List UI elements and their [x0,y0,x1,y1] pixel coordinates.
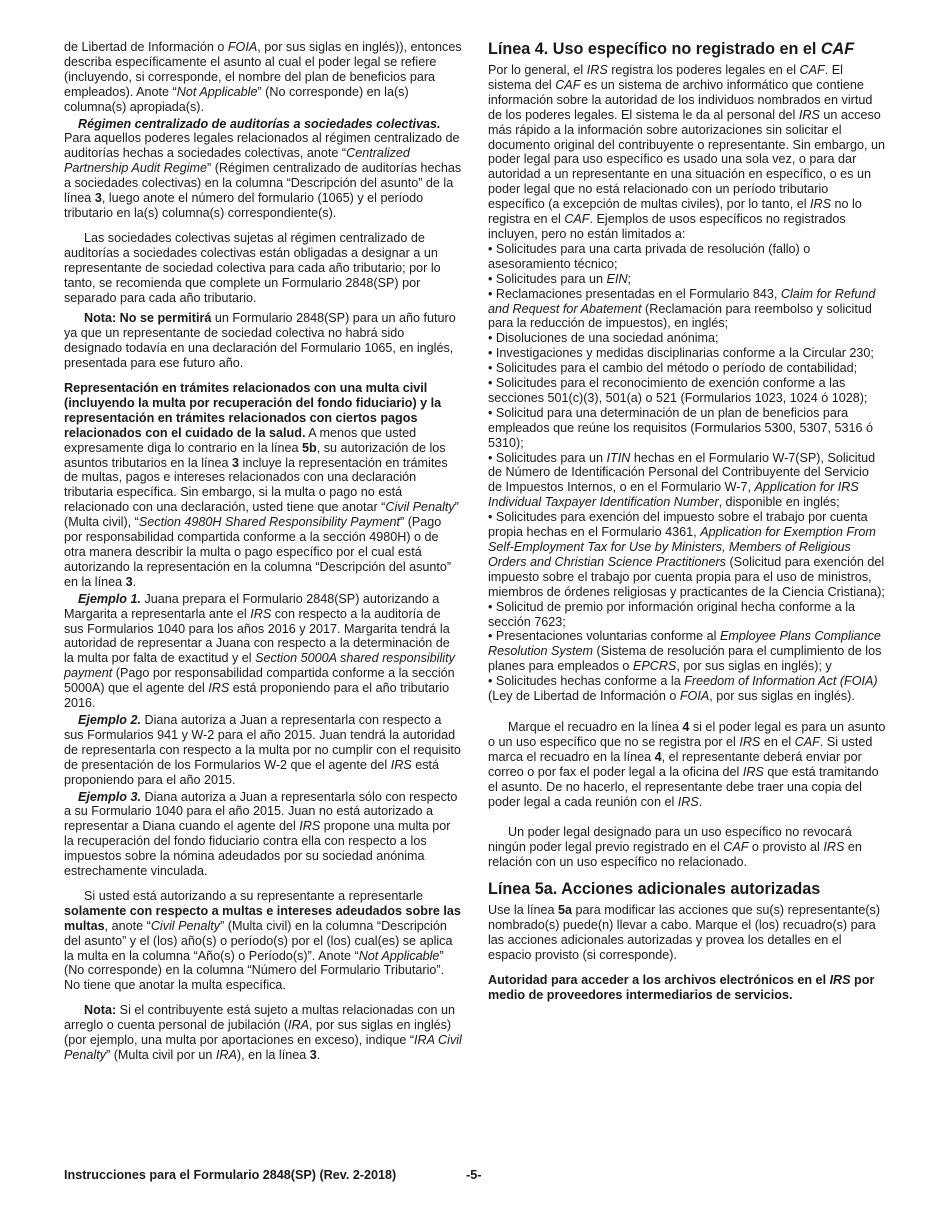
list-item [488,376,886,406]
text: no lo registra en el [488,197,862,227]
page-footer [64,1168,886,1183]
text: , por sus siglas en inglés) (por ejemplo, una multa por aportaciones en exceso), indique “ [64,1018,452,1048]
text: Solicitudes para un [492,271,607,286]
text-bold: 5b [302,440,317,455]
list-item [488,272,886,287]
text: (Reclamación para reembolso y solicitud para la reducción de impuestos), en inglés; [488,301,872,331]
text-italic: IRS [586,63,608,77]
paragraph-example-1 [64,592,462,711]
text: un Formulario 2848(SP) para un año futuro ya que un representante de sociedad colectiva no habrá sido designado todavía en una declaración del Formulario 1065, en inglés, presentada para ese futuro año. [64,311,456,371]
bullet: • [488,510,493,525]
paragraph-note-future-year [64,311,462,371]
text: hechas en el Formulario W-7(SP), Solicitud de Número de Identificación Personal del Contribuyente del Servicio de Impuestos Internos, o en el Formulario W-7, [488,450,876,495]
text: (Ley de Libertad de Información o [488,689,680,704]
text-italic: IRA Civil Penalty [64,1033,462,1062]
paragraph-line-5a [488,903,886,963]
bullet: • [488,346,493,361]
text-italic: EIN [606,271,628,286]
bullet: • [488,599,493,614]
bullet: • [488,241,493,256]
example-label: Ejemplo 2. [78,712,141,727]
text-bold: 4 [654,749,662,764]
text-italic: CAF [723,840,749,855]
text: . [132,574,137,589]
text: , su autorización de los asuntos tributarios en la línea [64,440,446,470]
text-italic: IRA [215,1048,237,1062]
text: Investigaciones y medidas disciplinarias conforme a la Circular 230; [492,346,874,361]
text: . Si usted marca el recuadro en la línea [488,734,873,764]
text: Solicitudes para una carta privada de resolución (fallo) o asesoramiento técnico; [488,241,811,271]
text-italic: Claim for Refund and Request for Abatement [488,286,876,316]
list-item [488,674,886,704]
bullet: • [488,376,493,391]
text-italic: CAF [555,77,581,92]
list-item [488,287,886,332]
list-item [488,510,886,599]
page-number: -5- [466,1168,482,1182]
text-italic: Freedom of Information Act (FOIA) [684,674,878,689]
list-item [488,346,886,361]
text-bold: 4 [682,719,690,734]
heading-line-5a: Línea 5a. Acciones adicionales autorizadas [488,880,821,899]
list-item [488,629,886,674]
text-italic: Section 5000A shared responsibility payment [64,651,455,681]
list-item [488,451,886,511]
list-item [488,600,886,630]
text: Solicitudes hechas conforme a la [492,674,685,689]
bullet: • [488,674,493,689]
text-italic: IRS [208,681,230,696]
text: . [698,794,703,809]
text: Si usted está autorizando a su representante a representarle [84,888,423,903]
text: si el poder legal es para un asunto o un uso específico que no se registra por el [488,719,886,749]
text: , por sus siglas en inglés)), entonces describa específicamente el asunto al cual el poder legal se refiere (incluyendo, si corresponde, el nombre del plan de beneficios para empleados). Anote “ [64,40,462,99]
text-italic: IRS [823,840,845,855]
right-column [488,40,886,1009]
text-italic: CAF [820,40,855,58]
text: en el [760,734,795,749]
text: propone una multa por la recuperación del fondo fiduciario contra ella con respecto a los impuestos sobre la nómina adeudados por su sociedad anónima estrechamente vinculada. [64,819,451,879]
paragraph-check-box-line-4 [488,720,886,809]
text-italic: IRA [288,1018,310,1033]
text: es un sistema de archivo informático que contiene información sobre la autoridad de los individuos nombrados en virtud de los poderes legales. El sistema le da al personal del [488,77,873,122]
text: ” (No corresponde) en la columna “Número del Formulario Tributario”. No tiene que anotar la multa específica. [64,948,445,993]
text: Disoluciones de una sociedad anónima; [492,331,719,346]
heading-line-4 [488,40,886,59]
text: Autoridad para acceder a los archivos electrónicos en el [488,972,830,987]
text: de Libertad de Información o [64,40,228,54]
text: para modificar las acciones que su(s) representante(s) nombrado(s) puede(n) llevar a cabo. Marque el (los) recuadro(s) para las acciones adicionales autorizadas y provea los detalles en el espacio provisto (si corresponde). [488,903,881,962]
footer-title: Instrucciones para el Formulario 2848(SP) (Rev. 2-2018) [64,1168,397,1182]
text: Por lo general, el [488,63,587,77]
text-italic: IRS [739,734,761,749]
text: registra los poderes legales en el [607,63,800,77]
paragraph-specific-use-revocation [488,825,886,870]
paragraph-penalties-only [64,889,462,993]
text: Solicitudes para un [492,450,607,465]
text: , por sus siglas en inglés). [709,689,855,704]
bullet: • [488,361,493,376]
text-italic: Centralized Partnership Audit Regime [64,146,410,176]
paragraph-electronic-access [488,973,886,1003]
text-italic: Application for Exemption From Self-Employment Tax for Use by Ministers, Members of Religious Orders and Christian Science Practitioners [488,525,876,569]
text: incluye la representación en trámites de multas, pagos e intereses relacionados con una declaración tributaria específica. Sin embargo, si la multa o pago no está relacionado con una declaración, usted tiene que anotar “ [64,455,448,515]
text: ” (Multa civil) en la columna “Descripción del asunto” y el (los) año(s) o período(s) por el (los) cual(es) se aplica la multa en la columna “Año(s) o Período(s)”. Anote “ [64,918,453,963]
bullet-list-specific-uses [488,242,886,704]
text-italic: IRS [390,757,412,772]
text: . [316,1048,321,1062]
text: ), en la línea [236,1048,310,1062]
list-item [488,242,886,272]
text-italic: IRS [798,107,820,122]
text-italic: Section 4980H Shared Responsibility Payment [138,515,400,530]
text-bold: solamente con respecto a multas e intereses adeudados sobre las multas [64,903,461,933]
text: Línea 4. Uso específico no registrado en el [488,40,821,58]
text: Solicitudes para el reconocimiento de exención conforme a las secciones 501(c)(3), 501(a) o 521 (Formularios 1023, 1024 ó 1028); [488,376,868,405]
text: ” (Pago por responsabilidad compartida conforme a la sección 4980H) o de otra manera describir la multa o pago específico por el cual está autorizando la representación en la columna “Descripción del asunto” en la línea [64,515,452,589]
text-italic: CAF [799,63,825,77]
text: Diana autoriza a Juan a representarla con respecto a sus Formularios 941 y W-2 para el año 2015. Juan tendrá la autoridad de representarla con respecto a la multa por no cumplir con el requisito de presentación de los Formularios W-2 que el agente del [64,712,461,772]
text-italic: CAF [794,734,820,749]
text: Para aquellos poderes legales relacionados al régimen centralizado de auditorías hechas a sociedades colectivas, anote “ [64,131,460,161]
text: ” (No corresponde) en la(s) columna(s) apropiada(s). [64,84,409,114]
text: está proponiendo para el año 2015. [64,757,440,787]
paragraph-partnership-representative: Las sociedades colectivas sujetas al régimen centralizado de auditorías a sociedades colectivas están obligadas a designar a un representante de sociedad colectiva para cada año tributario; por lo tanto, se recomienda que complete un Formulario 2848(SP) por separado para cada año tributario. [64,230,441,305]
text-bold: 3 [94,191,102,206]
text: Solicitudes para el cambio del método o período de contabilidad; [492,361,858,376]
text-italic: FOIA [227,40,258,54]
text: A menos que usted expresamente diga lo contrario en la línea [64,425,417,455]
text-italic: Employee Plans Compliance Resolution System [488,629,881,659]
text: o provisto al [748,840,824,855]
text: ” (Régimen centralizado de auditorías hechas a sociedades colectivas) en la columna “Descripción del asunto” de la línea [64,161,462,206]
text-bold: 5a [558,903,573,918]
text-italic: EPCRS [632,659,677,674]
paragraph-foia-continuation [64,40,462,115]
text-italic: Civil Penalty [385,500,455,515]
note-label: Nota: [84,1003,117,1018]
text-italic: CAF [564,212,590,227]
text: ” (Multa civil por un [106,1048,216,1062]
text: con respecto a la auditoría de sus Formularios 1040 para los años 2016 y 2017. Margarita tendrá la autoridad de representar a Juana con respecto a la determinación de la multa por falta de exactitud y el [64,606,450,666]
text-bold: 3 [309,1048,317,1062]
left-column [64,40,462,1069]
text: , disponible en inglés; [718,495,840,510]
text: un acceso más rápido a la información sobre autorizaciones sin solicitar el documento original del contribuyente o representante. Sin embargo, un poder legal para uso específico es usado una sola vez, o para dar autoridad a un representante en una situación en específico, o es un poder legal que no está relacionado con un período tributario específico (a excepción de multas civiles), por lo tanto, el [488,107,885,212]
note-label: Nota: [84,311,117,326]
text: Solicitudes para exención del impuesto sobre el trabajo por cuenta propia hechas en el Formulario 4361, [488,510,868,540]
text: . El sistema del [488,63,843,92]
section-heading-inline: Representación en trámites relacionados con una multa civil (incluyendo la multa por recuperación del fondo fiduciario) y la representación en trámites relacionados con ciertos pagos relacionados con el cuidado de la salud. [64,381,442,440]
text-bold: 3 [232,455,240,470]
text: Si el contribuyente está sujeto a multas relacionadas con un arreglo o cuenta personal de jubilación ( [64,1003,456,1033]
paragraph-centralized-audit [64,117,462,221]
text: (Sistema de resolución para el cumplimiento de los planes para empleados o [488,644,882,674]
example-label: Ejemplo 1. [78,591,141,606]
text: está proponiendo para el año tributario 2016. [64,681,450,711]
bullet: • [488,331,493,346]
text: Juana prepara el Formulario 2848(SP) autorizando a Margarita a representarla ante el [64,591,440,621]
text: ; [627,271,632,286]
bullet: • [488,286,493,301]
text-italic: IRS [829,972,851,987]
text-italic: IRS [742,764,764,779]
list-item [488,361,886,376]
text-italic: IRS [299,819,321,834]
text: en relación con un uso específico no relacionado. [488,840,862,870]
paragraph-example-3 [64,790,462,879]
text-italic: Not Applicable [176,84,258,99]
bullet: • [488,271,493,286]
text: Use la línea [488,903,559,918]
text-bold: No se permitirá [116,311,212,326]
text: , por sus siglas en inglés); y [676,659,832,674]
bullet: • [488,629,493,644]
text-italic: IRS [250,606,272,621]
text: (Solicitud para exención del impuesto sobre el trabajo por cuenta propia para el uso de ministros, miembros de órdenes religiosas y practicantes de la Ciencia Cristiana); [488,554,885,599]
text: , el representante deberá enviar por correo o por fax el poder legal a la oficina del [488,749,862,779]
text: Reclamaciones presentadas en el Formulario 843, [492,286,781,301]
text: Marque el recuadro en la línea [508,719,683,734]
text: Un poder legal designado para un uso específico no revocará ningún poder legal previo registrado en el [488,825,852,855]
text-italic: IRS [677,794,699,809]
text: ” (Multa civil), “ [64,500,459,530]
text-italic: FOIA [679,689,710,704]
paragraph-civil-penalty [64,381,462,590]
text: Presentaciones voluntarias conforme al [492,629,720,644]
text: Diana autoriza a Juan a representarla sólo con respecto a su Formulario 1040 para el año 2015. Juan no está autorizado a representar a Diana cuando el agente del [64,789,458,834]
bullet: • [488,405,493,420]
text-italic: ITIN [606,450,631,465]
text-bold: 3 [125,574,133,589]
list-item [488,331,886,346]
text: por medio de proveedores intermediarios de servicios. [488,972,875,1002]
text-italic: Not Applicable [358,948,440,963]
section-heading-inline: Régimen centralizado de auditorías a sociedades colectivas. [78,116,441,131]
example-label: Ejemplo 3. [78,789,141,804]
list-item [488,406,886,451]
text: que está tramitando el asunto. De no hacerlo, el representante debe traer una copia del poder legal a cada reunión con el [488,764,879,809]
text: . Ejemplos de usos específicos no registrados incluyen, pero no están limitados a: [488,212,846,241]
text-italic: Civil Penalty [150,918,221,933]
paragraph-note-ira [64,1003,462,1063]
paragraph-example-2 [64,713,462,788]
text: , anote “ [104,918,151,933]
text: (Pago por responsabilidad compartida conforme a la sección 5000A) que el agente del [64,666,455,696]
text: Solicitud de premio por información original hecha conforme a la sección 7623; [488,599,856,629]
paragraph-caf-description [488,63,886,242]
text-italic: Application for IRS Individual Taxpayer Identification Number [488,480,859,510]
text-italic: IRS [810,197,831,212]
bullet: • [488,450,493,465]
text: , luego anote el número del formulario (1065) y el período tributario en la(s) columna(s) correspondiente(s). [64,191,424,220]
text: Solicitud para una determinación de un plan de beneficios para empleados que reúne los requisitos (Formularios 5300, 5307, 5316 ó 5310); [488,405,874,450]
